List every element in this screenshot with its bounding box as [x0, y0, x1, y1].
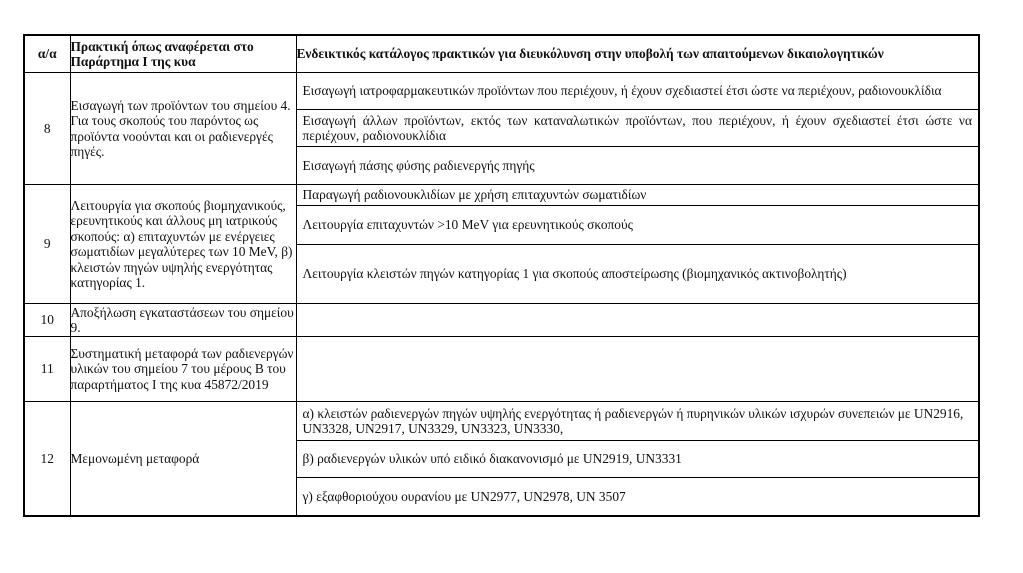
header-list: Ενδεικτικός κατάλογος πρακτικών για διευκόλυνση στην υποβολή των απαιτούμενων δικαιολογητικών	[296, 35, 979, 73]
table-row	[24, 73, 979, 185]
row-practice: Εισαγωγή των προϊόντων του σημείου 4. Για τους σκοπούς του παρόντος ως προϊόντα νοούνται και οι ραδιενεργές πηγές.	[70, 73, 296, 185]
row-items	[296, 73, 979, 185]
row-items-empty	[296, 337, 979, 402]
list-item: α) κλειστών ραδιενεργών πηγών υψηλής ενεργότητας ή ραδιενεργών ή πυρηνικών υλικών ισχυρών συνεπειών με UN2916, UN3328, UN2917, UN3329, UN3323, UN3330,	[297, 402, 979, 441]
table-row	[24, 304, 979, 337]
row-practice: Λειτουργία για σκοπούς βιομηχανικούς, ερευνητικούς και άλλους μη ιατρικούς σκοπούς: α) επιταχυντών με ενέργειες σωματιδίων μεγαλύτερες των 10 MeV, β) κλειστών πηγών υψηλής ενεργότητας κατηγορίας 1.	[70, 185, 296, 304]
table-row	[24, 337, 979, 402]
list-item: Παραγωγή ραδιονουκλιδίων με χρήση επιταχυντών σωματιδίων	[297, 185, 979, 206]
list-item: Εισαγωγή πάσης φύσης ραδιενεργής πηγής	[302, 157, 535, 173]
row-practice: Συστηματική μεταφορά των ραδιενεργών υλικών του σημείου 7 του μέρους Β του παραρτήματος Ι της κυα 45872/2019	[70, 337, 296, 402]
table-row	[24, 185, 979, 304]
list-item: γ) εξαφθοριούχου ουρανίου με UN2977, UN2978, UN 3507	[302, 488, 626, 504]
table-row	[24, 402, 979, 517]
row-items-empty	[296, 304, 979, 337]
row-number: 9	[24, 185, 70, 304]
row-items	[296, 402, 979, 517]
row-items	[296, 185, 979, 304]
list-item: Λειτουργία επιταχυντών >10 MeV για ερευνητικούς σκοπούς	[297, 206, 979, 245]
header-practice: Πρακτική όπως αναφέρεται στο Παράρτημα Ι της κυα	[70, 35, 296, 73]
row-practice: Μεμονωμένη μεταφορά	[70, 402, 296, 517]
row-number: 8	[24, 73, 70, 185]
header-num: α/α	[24, 35, 70, 73]
list-item: Εισαγωγή άλλων προϊόντων, εκτός των καταναλωτικών προϊόντων, που περιέχουν, ή έχουν σχεδιαστεί έτσι ώστε να περιέχουν, ραδιονουκλίδια	[297, 110, 979, 147]
table-header-row	[24, 35, 979, 73]
row-practice: Αποξήλωση εγκαταστάσεων του σημείου 9.	[70, 304, 296, 337]
list-item: Λειτουργία κλειστών πηγών κατηγορίας 1 για σκοπούς αποστείρωσης (βιομηχανικός ακτινοβολητής)	[302, 266, 847, 282]
list-item: Εισαγωγή ιατροφαρμακευτικών προϊόντων που περιέχουν, ή έχουν σχεδιαστεί έτσι ώστε να περιέχουν, ραδιονουκλίδια	[297, 73, 979, 110]
row-number: 11	[24, 337, 70, 402]
practices-table	[23, 34, 980, 517]
document-page	[23, 34, 978, 517]
list-item: β) ραδιενεργών υλικών υπό ειδικό διακανονισμό με UN2919, UN3331	[297, 441, 979, 478]
row-number: 12	[24, 402, 70, 517]
row-number: 10	[24, 304, 70, 337]
